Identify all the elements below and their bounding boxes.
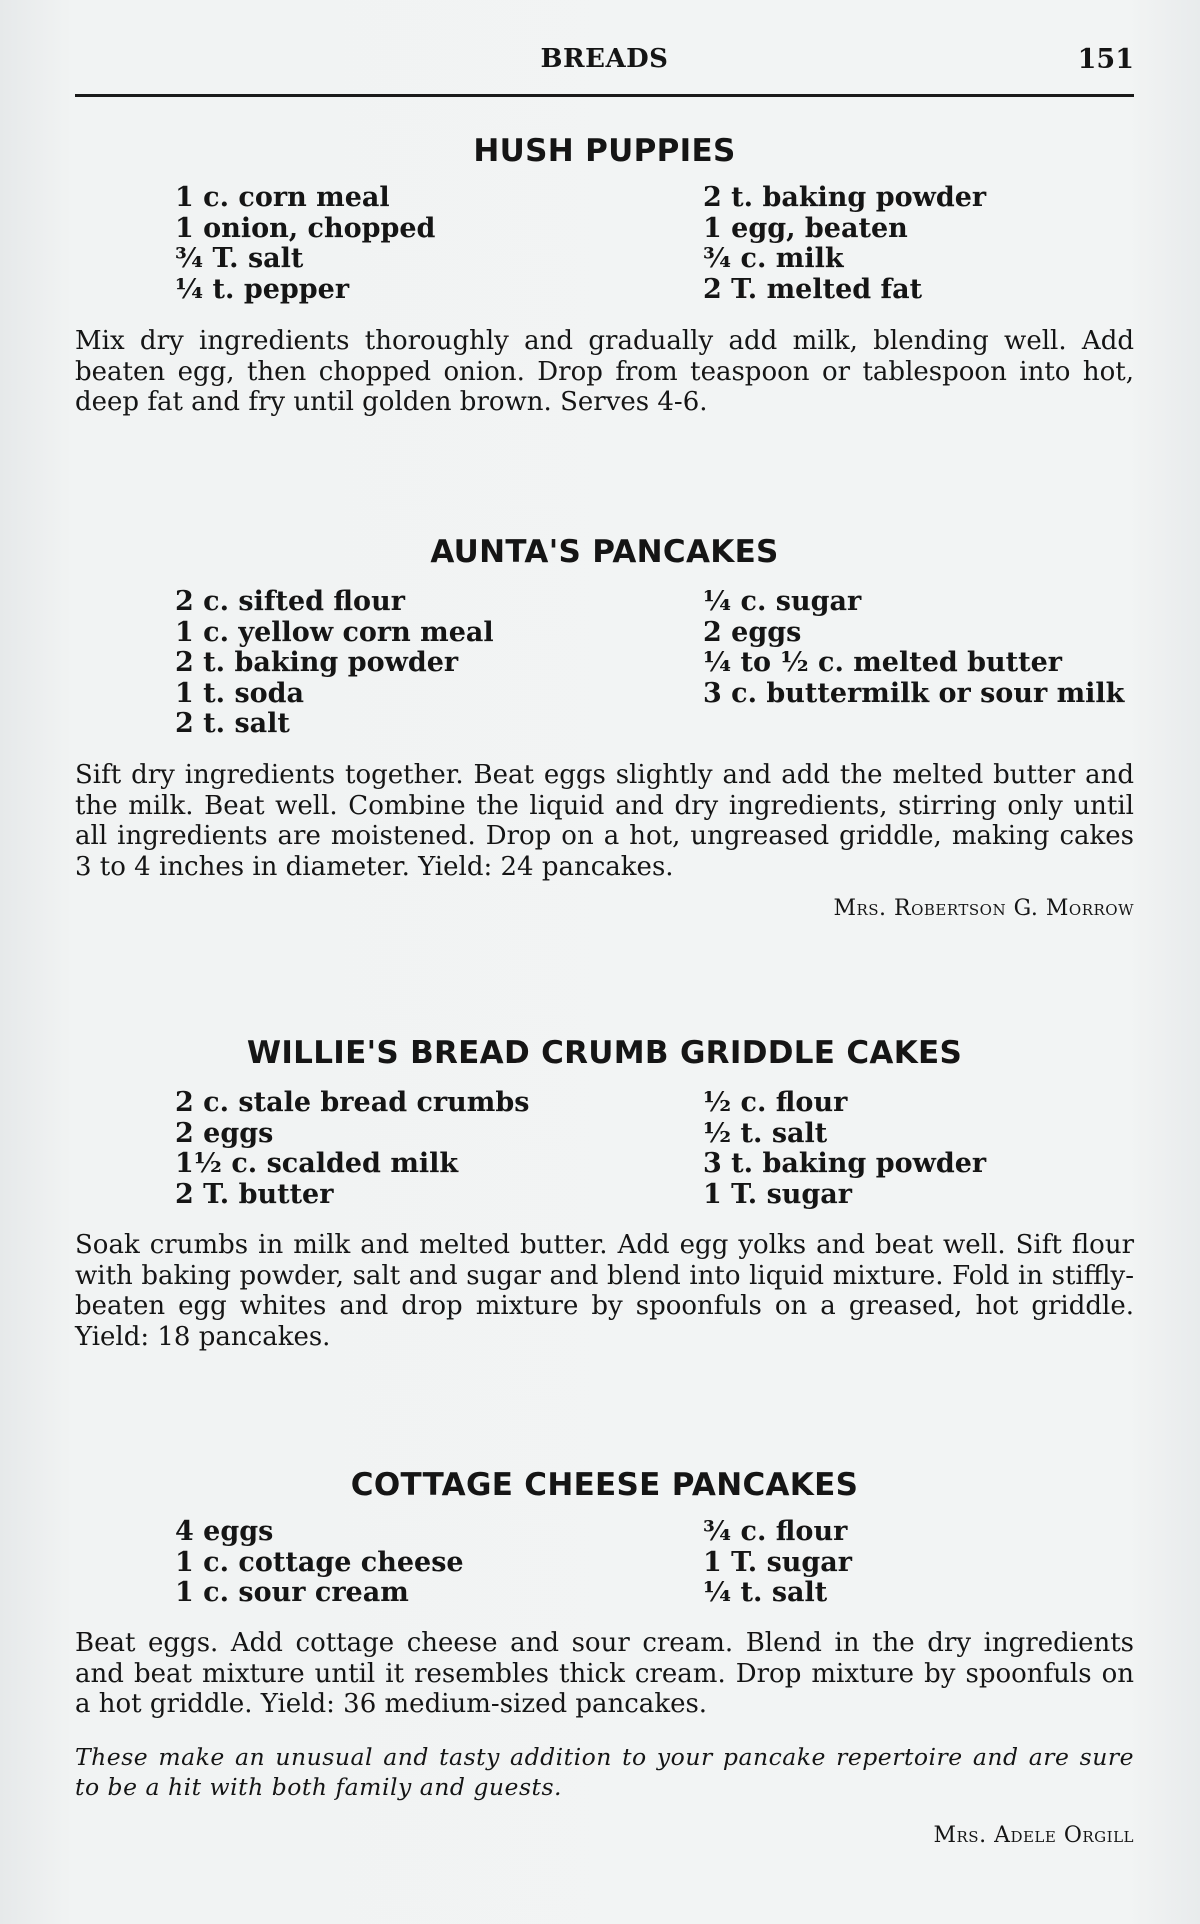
recipe-note: These make an unusual and tasty addition to your pancake repertoire and are sure to be a hit with both family and guests.: [75, 1743, 1134, 1801]
section-name: BREADS: [540, 44, 669, 74]
ingredients-left-column: [175, 587, 494, 740]
ingredient: 1 c. cottage cheese: [175, 1546, 464, 1578]
ingredient: 1 T. sugar: [703, 1546, 853, 1578]
ingredient: ½ t. salt: [703, 1117, 828, 1149]
ingredients-right-column: [703, 587, 1124, 709]
ingredient: ¼ t. salt: [703, 1577, 828, 1608]
recipe-cottage-cheese-pancakes: [75, 1465, 1134, 1848]
recipe-title: COTTAGE CHEESE PANCAKES: [350, 1467, 859, 1503]
ingredient: 2 eggs: [703, 616, 802, 648]
ingredient: 1 t. soda: [175, 677, 305, 709]
ingredients-left-column: [175, 1088, 529, 1210]
ingredient: 2 c. sifted flour: [175, 586, 405, 617]
ingredients-right-column: [703, 1088, 986, 1210]
recipe-directions: Soak crumbs in milk and melted butter. Add egg yolks and beat well. Sift flour with baking powder, salt and sugar and blend into liquid mixture. Fold in stiffly-beaten egg whites and drop mixture by spoonfuls on a greased, hot griddle. Yield: 18 pancakes.: [75, 1230, 1134, 1352]
ingredient: ¾ c. milk: [703, 243, 844, 274]
ingredients-right-column: [703, 183, 986, 305]
recipe-title: HUSH PUPPIES: [473, 133, 736, 169]
ingredient: 2 c. stale bread crumbs: [175, 1087, 530, 1118]
ingredient: 2 t. baking powder: [175, 647, 459, 678]
recipe-title: WILLIE'S BREAD CRUMB GRIDDLE CAKES: [246, 1035, 963, 1071]
page-number: 151: [1077, 44, 1134, 75]
ingredient: 2 t. baking powder: [703, 182, 987, 213]
ingredient: 1 onion, chopped: [175, 212, 436, 244]
recipe-directions: Beat eggs. Add cottage cheese and sour cream. Blend in the dry ingredients and beat mixture until it resembles thick cream. Drop mixture by spoonfuls on a hot griddle. Yield: 36 medium-sized pancakes.: [75, 1628, 1134, 1719]
ingredient: ¼ to ½ c. melted butter: [703, 647, 1063, 678]
recipe-hush-puppies: [75, 131, 1134, 417]
recipe-attribution: Mrs. Adele Orgill: [933, 1823, 1134, 1848]
ingredient: 2 t. salt: [175, 708, 290, 739]
recipe-auntas-pancakes: [75, 532, 1134, 921]
ingredient: 1 T. sugar: [703, 1178, 853, 1210]
recipe-willies-griddle-cakes: [75, 1033, 1134, 1352]
ingredients-right-column: [703, 1517, 852, 1609]
ingredient: 2 eggs: [175, 1117, 274, 1149]
ingredient: 1 c. corn meal: [175, 182, 390, 213]
ingredient: 4 eggs: [175, 1516, 274, 1547]
header-rule: [75, 94, 1134, 97]
ingredient: ¾ T. salt: [175, 243, 304, 274]
recipe-title: AUNTA'S PANCAKES: [430, 534, 779, 570]
ingredient: ¼ t. pepper: [175, 273, 350, 305]
ingredient: 2 T. melted fat: [703, 273, 923, 305]
ingredient: 1 c. yellow corn meal: [175, 616, 494, 648]
ingredient: ¾ c. flour: [703, 1516, 848, 1547]
ingredient: 3 t. baking powder: [703, 1148, 987, 1179]
ingredient: 3 c. buttermilk or sour milk: [703, 677, 1125, 709]
ingredient: 2 T. butter: [175, 1178, 334, 1210]
ingredient: ¼ c. sugar: [703, 586, 862, 617]
ingredients-left-column: [175, 183, 435, 305]
ingredient: 1 egg, beaten: [703, 212, 908, 244]
ingredients-left-column: [175, 1517, 464, 1609]
recipe-directions: Sift dry ingredients together. Beat eggs slightly and add the melted butter and the milk. Beat well. Combine the liquid and dry ingredients, stirring only until all ingredients are moistened. Drop on a hot, ungreased griddle, making cakes 3 to 4 inches in diameter. Yield: 24 pancakes.: [75, 760, 1134, 882]
ingredient: 1½ c. scalded milk: [175, 1148, 459, 1179]
running-head: [75, 44, 1134, 84]
recipe-attribution: Mrs. Robertson G. Morrow: [833, 896, 1134, 921]
recipe-directions: Mix dry ingredients thoroughly and gradually add milk, blending well. Add beaten egg, then chopped onion. Drop from teaspoon or tablespoon into hot, deep fat and fry until golden brown. Serves 4-6.: [75, 326, 1134, 417]
ingredient: 1 c. sour cream: [175, 1577, 409, 1608]
ingredient: ½ c. flour: [703, 1087, 848, 1118]
